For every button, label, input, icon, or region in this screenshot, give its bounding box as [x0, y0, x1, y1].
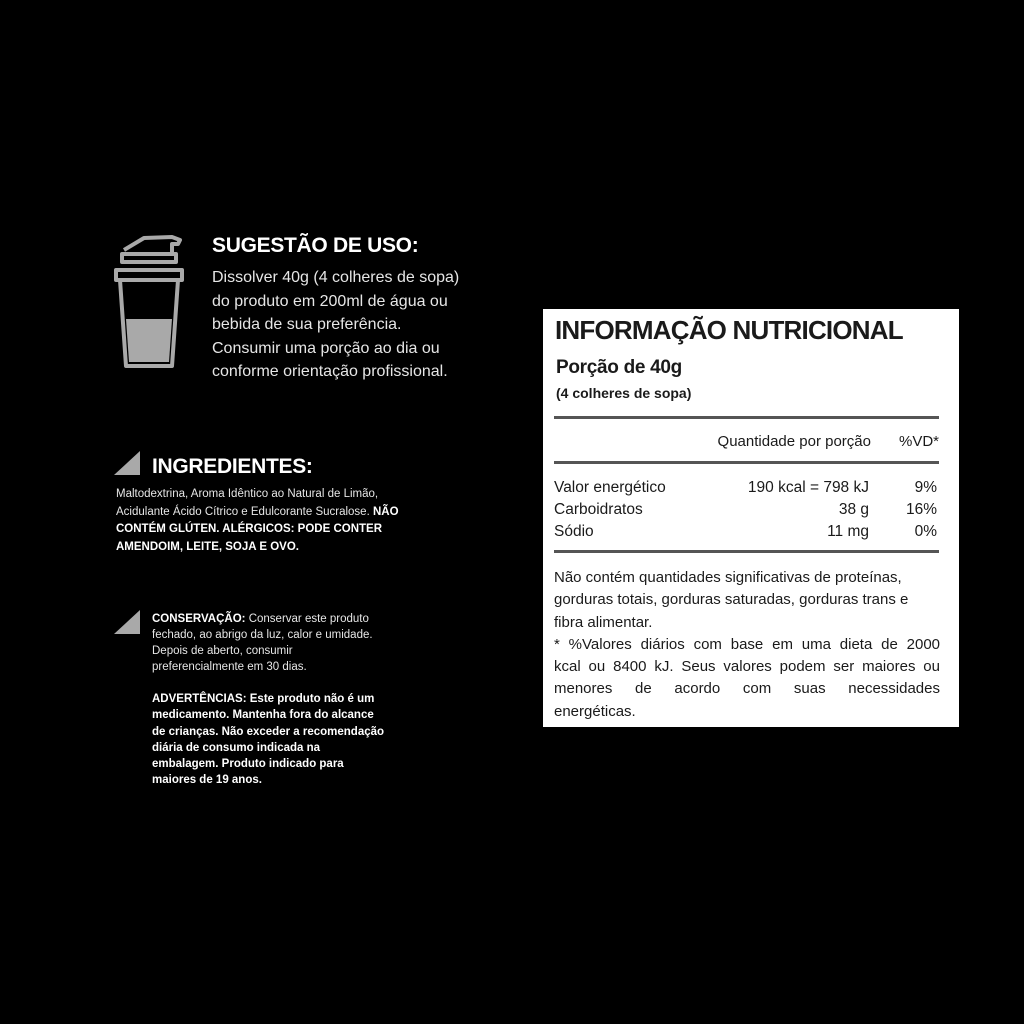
- divider: [554, 416, 939, 419]
- conservation-line: fechado, ao abrigo da luz, calor e umidade.: [152, 629, 373, 641]
- nutrient-value: 38 g: [838, 501, 869, 518]
- nutrient-value: 190 kcal = 798 kJ: [747, 479, 869, 496]
- notes-line: * %Valores diários com base em uma dieta de 2000: [554, 635, 940, 653]
- allergen-list: AMENDOIM, LEITE, SOJA E OVO.: [116, 540, 299, 553]
- warnings-text: [152, 691, 422, 789]
- serving-size-detail: (4 colheres de sopa): [556, 385, 692, 401]
- notes-line: kcal ou 8400 kJ. Seus valores podem ser maiores ou: [554, 658, 940, 676]
- ingredients-line-text: Acidulante Ácido Cítrico e Edulcorante Sucralose.: [116, 505, 370, 518]
- nutrient-name: Sódio: [554, 523, 594, 540]
- nutrition-title: INFORMAÇÃO NUTRICIONAL: [555, 315, 903, 345]
- usage-line: Consumir uma porção ao dia ou: [212, 339, 440, 357]
- nutrient-daily-value: 16%: [905, 501, 937, 518]
- notes-line: energéticas.: [554, 702, 636, 720]
- notes-line: menores de acordo com suas necessidades: [554, 680, 940, 698]
- warnings-line: ADVERTÊNCIAS: Este produto não é um: [152, 693, 375, 705]
- column-header-quantity: Quantidade por porção: [717, 433, 871, 450]
- warnings-line: embalagem. Produto indicado para: [152, 758, 344, 771]
- usage-line: Dissolver 40g (4 colheres de sopa): [212, 269, 460, 286]
- warnings-line: diária de consumo indicada na: [152, 741, 321, 754]
- warnings-line: de crianças. Não exceder a recomendação: [152, 725, 385, 738]
- triangle-icon: [114, 610, 140, 634]
- allergen-warning: CONTÉM GLÚTEN. ALÉRGICOS: PODE CONTER: [116, 523, 382, 535]
- nutrient-name: Valor energético: [554, 479, 666, 496]
- usage-title: SUGESTÃO DE USO:: [212, 234, 419, 257]
- divider: [554, 461, 939, 464]
- usage-line: do produto em 200ml de água ou: [212, 292, 448, 310]
- warnings-line: medicamento. Mantenha fora do alcance: [152, 709, 374, 722]
- conservation-line-text: Conservar este produto: [248, 613, 369, 625]
- ingredients-line: [116, 539, 426, 557]
- usage-line: conforme orientação profissional.: [212, 363, 448, 380]
- triangle-icon: [114, 451, 140, 475]
- nutrient-name: Carboidratos: [554, 501, 643, 518]
- nutrient-daily-value: 9%: [914, 479, 937, 496]
- conservation-label: CONSERVAÇÃO:: [152, 613, 246, 625]
- nutrition-table: [543, 309, 959, 727]
- conservation-line: [152, 611, 422, 627]
- ingredients-line: Maltodextrina, Aroma Idêntico ao Natural de Limão,: [116, 488, 379, 500]
- conservation-line: preferencialmente em 30 dias.: [152, 661, 307, 673]
- column-header-daily-value: %VD*: [898, 433, 939, 450]
- nutrient-value: 11 mg: [827, 523, 869, 540]
- notes-line: gorduras totais, gorduras saturadas, gorduras trans e: [554, 591, 909, 609]
- ingredients-text: [116, 486, 426, 556]
- ingredients-title: INGREDIENTES:: [152, 455, 313, 478]
- notes-line: Não contém quantidades significativas de proteínas,: [554, 569, 902, 586]
- conservation-line: Depois de aberto, consumir: [152, 645, 293, 657]
- usage-text: [212, 266, 502, 384]
- warnings-line: maiores de 19 anos.: [152, 774, 262, 787]
- gluten-warning-start: NÃO: [372, 505, 399, 518]
- serving-size: Porção de 40g: [556, 357, 682, 378]
- nutrient-daily-value: 0%: [914, 523, 937, 540]
- ingredients-line: [116, 521, 426, 539]
- ingredients-line: [116, 504, 426, 522]
- shaker-bottle-icon: [112, 232, 186, 374]
- notes-line: fibra alimentar.: [554, 613, 653, 631]
- nutrition-notes: [554, 567, 940, 723]
- divider: [554, 550, 939, 553]
- usage-line: bebida de sua preferência.: [212, 316, 402, 333]
- conservation-text: [152, 611, 422, 675]
